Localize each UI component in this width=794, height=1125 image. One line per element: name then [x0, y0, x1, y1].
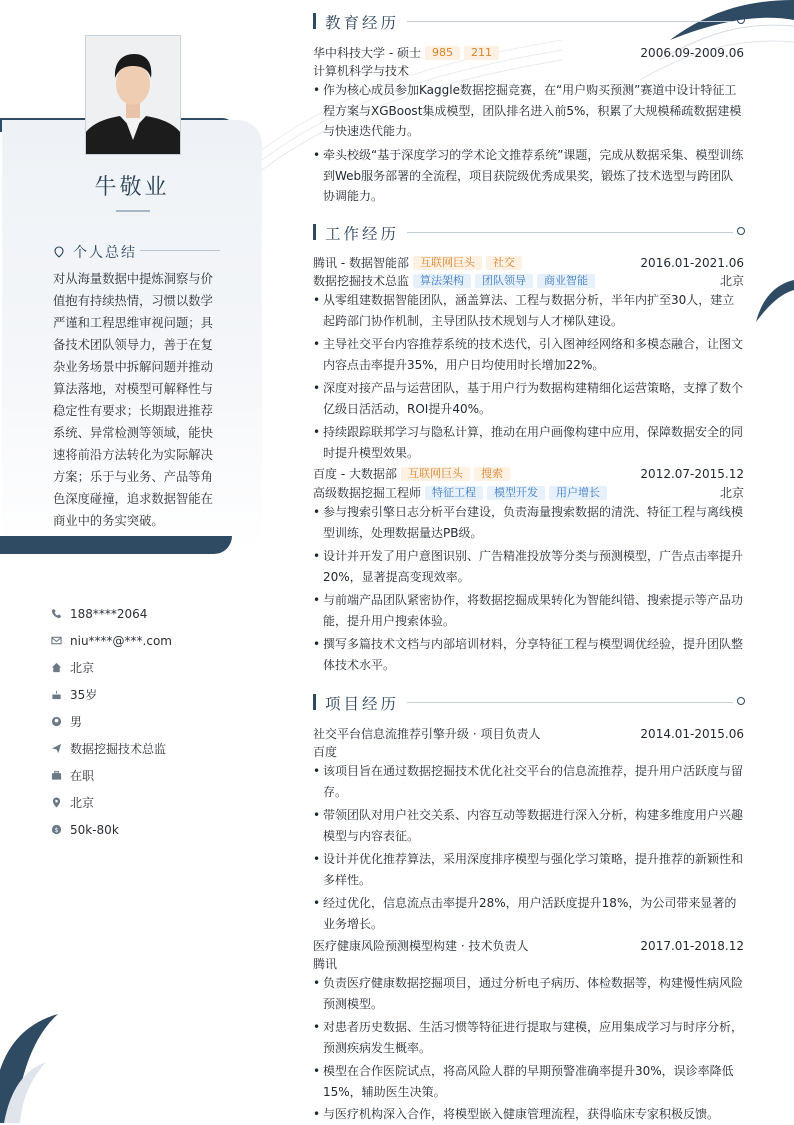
project-name-row [313, 725, 744, 743]
section-bar [313, 224, 316, 240]
contact-list [50, 600, 250, 843]
contact-value: 数据挖掘技术总监 [70, 742, 167, 756]
project-bullet: • 带领团队对用户社交关系、内容互动等数据进行深入分析，构建多维度用户兴趣模型与内容表征。 [313, 805, 744, 846]
bottom-left-swoosh-decoration [0, 1010, 60, 1123]
role-tag: 用户增长 [549, 486, 607, 500]
section-bar [313, 13, 316, 29]
summary-divider [140, 250, 220, 251]
work-title: 工作经历 [325, 225, 400, 243]
project-bullet: • 设计并优化推荐算法，采用深度排序模型与强化学习策略，提升推荐的新颖性和多样性。 [313, 849, 744, 890]
job-bullet: • 持续跟踪联邦学习与隐私计算，推动在用户画像构建中应用，保障数据安全的同时提升模型效果。 [313, 422, 744, 463]
role-tag: 模型开发 [487, 486, 545, 500]
svg-text:$: $ [53, 825, 59, 834]
company-tag: 搜索 [474, 467, 510, 481]
school-name: 华中科技大学 - 硕士 [313, 46, 421, 60]
contact-value: 35岁 [70, 688, 98, 702]
project-org: 百度 [313, 745, 338, 759]
education-title: 教育经历 [325, 14, 400, 32]
send-icon [50, 743, 62, 755]
work-section-header [313, 222, 745, 244]
role-tag: 商业智能 [537, 274, 595, 288]
section-dot-icon [737, 227, 745, 235]
section-bar [313, 694, 316, 710]
job-bullet: • 参与搜索引擎日志分析平台建设，负责海量搜索数据的清洗、特征工程与离线模型训练，处理数据量达PB级。 [313, 502, 744, 543]
section-rule [407, 21, 733, 22]
project-name: 社交平台信息流推荐引擎升级 · 项目负责人 [313, 727, 541, 741]
company-tag: 互联网巨头 [413, 256, 482, 270]
section-rule [407, 702, 733, 703]
section-rule [407, 232, 733, 233]
contact-value: 188****2064 [70, 606, 148, 621]
job-role: 数据挖掘技术总监 [313, 274, 410, 288]
job-bullet: • 主导社交平台内容推荐系统的技术迭代，引入图神经网络和多模态融合，让图文内容点击率提升35%，用户日均使用时长增加22%。 [313, 334, 744, 375]
contact-item [50, 627, 250, 654]
contact-value: niu****@***.com [70, 633, 172, 648]
projects-title: 项目经历 [325, 695, 400, 713]
avatar [85, 35, 181, 155]
project-name: 医疗健康风险预测模型构建 · 技术负责人 [313, 939, 529, 953]
education-date: 2006.09-2009.06 [640, 46, 744, 60]
contact-value: 在职 [70, 769, 95, 783]
role-tag: 算法架构 [413, 274, 471, 288]
right-edge-swoosh-decoration [756, 278, 794, 324]
project-bullet: • 与医疗机构深入合作，将模型嵌入健康管理流程，获得临床专家积极反馈。 [313, 1104, 744, 1125]
location-icon [50, 797, 62, 809]
section-dot-icon [737, 697, 745, 705]
contact-item [50, 762, 250, 789]
cake-icon [50, 689, 62, 701]
project-bullet: • 对患者历史数据、生活习惯等特征进行提取与建模，应用集成学习与时序分析，预测疾病发生概率。 [313, 1017, 744, 1058]
company-name: 腾讯 - 数据智能部 [313, 256, 409, 270]
education-school-row [313, 44, 744, 62]
briefcase-icon [50, 770, 62, 782]
role-tag: 团队领导 [475, 274, 533, 288]
job-bullet: • 撰写多篇技术文档与内部培训材料，分享特征工程与模型调优经验，提升团队整体技术水平。 [313, 634, 744, 675]
summary-heading [53, 242, 137, 262]
company-tag: 社交 [486, 256, 522, 270]
contact-item [50, 681, 250, 708]
project-bullet: • 负责医疗健康数据挖掘项目，通过分析电子病历、体检数据等，构建慢性病风险预测模型。 [313, 973, 744, 1014]
job-bullet: • 设计并开发了用户意图识别、广告精准投放等分类与预测模型，广告点击率提升20%，显著提高变现效率。 [313, 546, 744, 587]
job-role-row [313, 484, 744, 502]
education-section-header [313, 11, 745, 33]
gender-icon [50, 716, 62, 728]
project-date: 2014.01-2015.06 [640, 727, 744, 741]
contact-value: 北京 [70, 661, 95, 675]
role-tag: 特征工程 [425, 486, 483, 500]
contact-item [50, 735, 250, 762]
project-bullet: • 经过优化，信息流点击率提升28%，用户活跃度提升18%，为公司带来显著的业务增长。 [313, 893, 744, 934]
job-company-row [313, 254, 744, 272]
contact-item [50, 789, 250, 816]
phone-icon [50, 608, 62, 620]
company-tag: 互联网巨头 [401, 467, 470, 481]
project-name-row [313, 937, 744, 955]
education-bullet: • 牵头校级“基于深度学习的学术论文推荐系统”课题，完成从数据采集、模型训练到Web服务部署的全流程，项目获院级优秀成果奖，锻炼了技术选型与跨团队协调能力。 [313, 145, 744, 207]
job-bullet: • 与前端产品团队紧密协作，将数据挖掘成果转化为智能纠错、搜索提示等产品功能，提升用户搜索体验。 [313, 590, 744, 631]
project-bullet: • 模型在合作医院试点，将高风险人群的早期预警准确率提升30%，误诊率降低15%，辅助医生决策。 [313, 1061, 744, 1102]
contact-item [50, 816, 250, 843]
email-icon [50, 635, 62, 647]
contact-item [50, 654, 250, 681]
contact-value: 北京 [70, 796, 95, 810]
section-dot-icon [737, 16, 745, 24]
job-date: 2012.07-2015.12 [640, 467, 744, 481]
contact-item [50, 600, 250, 627]
projects-section-header [313, 692, 745, 714]
job-role: 高级数据挖掘工程师 [313, 486, 422, 500]
contact-value: 50k-80k [70, 822, 119, 837]
school-tag: 985 [425, 46, 460, 60]
education-bullet: • 作为核心成员参加Kaggle数据挖掘竞赛，在“用户购买预测”赛道中设计特征工程方案与XGBoost集成模型，团队排名进入前5%，积累了大规模稀疏数据建模与快速迭代能力。 [313, 80, 744, 142]
job-bullet: • 从零组建数据智能团队，涵盖算法、工程与数据分析，半年内扩至30人，建立起跨部门协作机制，主导团队技术规划与人才梯队建设。 [313, 290, 744, 331]
project-org: 腾讯 [313, 957, 338, 971]
job-bullet: • 深度对接产品与运营团队，基于用户行为数据构建精细化运营策略，支撑了数个亿级日活活动，ROI提升40%。 [313, 378, 744, 419]
left-bottom-band [0, 536, 232, 554]
school-tag: 211 [464, 46, 499, 60]
contact-item [50, 708, 250, 735]
avatar-photo [86, 36, 180, 154]
job-company-row [313, 465, 744, 483]
project-bullet: • 该项目旨在通过数据挖掘技术优化社交平台的信息流推荐，提升用户活跃度与留存。 [313, 761, 744, 802]
job-role-row [313, 272, 744, 290]
education-major: 计算机科学与技术 [313, 64, 410, 78]
pin-icon [53, 246, 65, 258]
salary-icon [50, 824, 62, 836]
job-city: 北京 [719, 274, 744, 288]
summary-title: 个人总结 [73, 245, 137, 261]
summary-text: 对从海量数据中提炼洞察与价值抱有持续热情，习惯以数学严谨和工程思维审视问题；具备技术团队领导力，善于在复杂业务场景中拆解问题并推动算法落地，对模型可解释性与稳定性有要求；长期跟进推荐系统、异常检测等领域，能快速将前沿方法转化为实际解决方案；乐于与业务、产品等角色深度碰撞，追求数据智能在商业中的务实突破。 [53, 272, 213, 528]
candidate-name: 牛敬业 [94, 175, 170, 200]
project-date: 2017.01-2018.12 [640, 939, 744, 953]
name-divider [116, 210, 150, 212]
job-city: 北京 [719, 486, 744, 500]
home-icon [50, 662, 62, 674]
contact-value: 男 [70, 715, 83, 729]
job-date: 2016.01-2021.06 [640, 256, 744, 270]
company-name: 百度 - 大数据部 [313, 467, 397, 481]
